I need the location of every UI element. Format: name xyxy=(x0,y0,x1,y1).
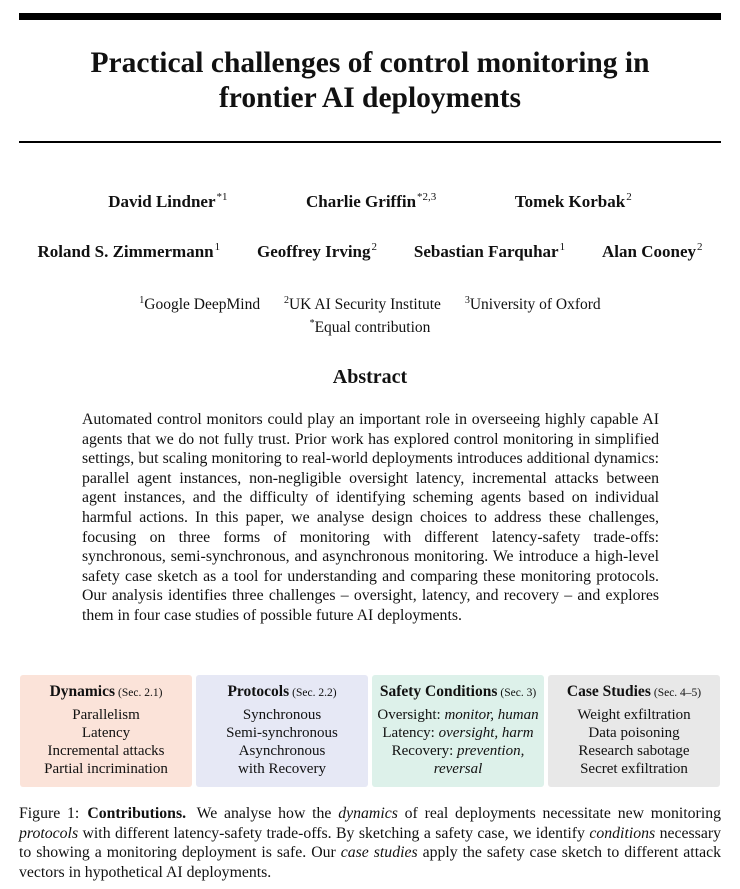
title-rule xyxy=(19,141,721,143)
box-item: Data poisoning xyxy=(588,725,680,741)
box-item: with Recovery xyxy=(238,761,326,777)
affiliations xyxy=(19,295,721,314)
box-item: Research sabotage xyxy=(578,743,690,759)
affiliation: $^3$University of Oxford xyxy=(464,295,601,313)
box-item: Synchronous xyxy=(242,707,322,723)
title-line-1: Practical challenges of control monitoring in xyxy=(90,47,650,79)
box-item: reversal xyxy=(433,761,483,777)
caption-text: apply the safety case sketch to different attack vectors in hypothetical AI deployments. xyxy=(19,844,721,881)
dynamics-box xyxy=(20,675,192,787)
top-rule xyxy=(19,13,721,20)
box-item: Parallelism xyxy=(72,707,140,723)
affiliation: $^2$UK AI Security Institute xyxy=(283,295,441,313)
title-line-2: frontier AI deployments xyxy=(218,82,522,114)
box-item: Incremental attacks xyxy=(47,743,165,759)
box-item: Asynchronous xyxy=(238,743,326,759)
box-title: Protocols (Sec. 2.2) xyxy=(227,683,337,700)
box-item: Semi-synchronous xyxy=(226,725,338,741)
author: Alan Cooney$^2$ xyxy=(602,241,703,261)
safety-conditions-box xyxy=(372,675,544,787)
author: Geoffrey Irving$^2$ xyxy=(257,241,377,261)
caption-text: with different latency-safety trade-offs. By sketching a safety case, we identify xyxy=(78,824,590,842)
box-title: Safety Conditions (Sec. 3) xyxy=(379,683,537,700)
caption-bold: Contributions. xyxy=(87,805,187,822)
box-title: Dynamics (Sec. 2.1) xyxy=(49,683,163,700)
caption-text: We analyse how the xyxy=(196,805,339,822)
box-title: Case Studies (Sec. 4–5) xyxy=(566,683,702,700)
author: David Lindner$^{*1}$ xyxy=(108,191,228,211)
box-item: Latency xyxy=(81,725,131,741)
author: Sebastian Farquhar$^1$ xyxy=(413,241,566,261)
figure-1 xyxy=(20,675,720,787)
box-item: Weight exfiltration xyxy=(577,707,691,723)
caption-label: Figure 1: xyxy=(19,805,80,822)
author-row-2 xyxy=(19,241,721,262)
caption-text: of real deployments necessitate new monitoring xyxy=(397,805,722,822)
caption-emphasis: case studies xyxy=(340,844,418,862)
equal-contribution-note: *Equal contribution xyxy=(309,318,431,336)
author: Tomek Korbak$^2$ xyxy=(514,191,632,211)
caption-emphasis: conditions xyxy=(589,824,656,842)
author-row-1 xyxy=(19,191,721,212)
abstract-heading: Abstract xyxy=(332,366,408,388)
caption-emphasis: protocols xyxy=(19,824,79,842)
paper-title xyxy=(19,46,721,116)
caption-text: necessary to showing a monitoring deployment is safe. Our xyxy=(19,824,721,862)
box-item: Secret exfiltration xyxy=(580,761,688,777)
box-item: Latency: oversight, harm xyxy=(382,725,534,741)
affiliation: $^1$Google DeepMind xyxy=(139,295,261,313)
box-item: Partial incrimination xyxy=(44,761,168,777)
abstract-text: Automated control monitors could play an important role in overseeing highly capable AI agents that we do not fully trust. Prior work has explored control monitoring in simplified settings, but scaling monitoring to real-world deployments introduces additional dynamics: parallel agent instances, non-negligible oversight latency, incremental attacks between agent instances, and the difficulty of identifying scheming agents based on individual harmful actions. In this paper, we analyse design choices to address these challenges, focusing on three forms of monitoring with different latency-safety trade-offs: synchronous, semi-synchronous, and asynchronous monitoring. We introduce a high-level safety case sketch as a tool for understanding and comparing these monitoring protocols. Our analysis identifies three challenges – oversight, latency, and recovery – and explores them in four case studies of possible future AI deployments. xyxy=(82,411,659,624)
author: Roland S. Zimmermann$^1$ xyxy=(37,241,221,261)
case-studies-box xyxy=(548,675,720,787)
author: Charlie Griffin$^{*2,3}$ xyxy=(306,191,437,211)
box-item: Oversight: monitor, human xyxy=(377,707,539,723)
box-item: Recovery: prevention, xyxy=(391,743,525,759)
protocols-box xyxy=(196,675,368,787)
figure-caption xyxy=(19,804,721,882)
caption-emphasis: dynamics xyxy=(338,805,398,822)
